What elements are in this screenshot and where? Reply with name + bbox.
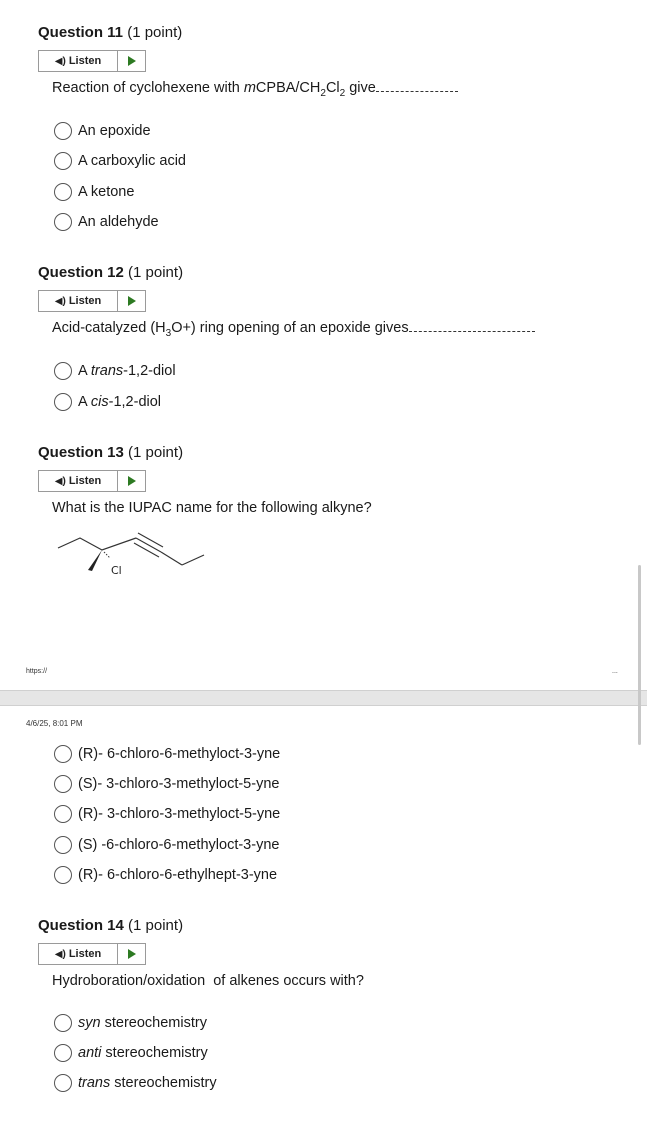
speaker-icon: ◀) [54, 475, 66, 487]
scrollbar[interactable] [638, 565, 641, 745]
option-row[interactable] [54, 1014, 207, 1032]
question-11-title [38, 24, 182, 41]
option-row[interactable] [54, 866, 277, 884]
question-number: Question 11 [38, 24, 124, 41]
option-row[interactable] [54, 393, 161, 411]
option-row[interactable] [54, 213, 159, 231]
option-label: A trans-1,2-diol [78, 363, 176, 379]
question-14-title [38, 917, 183, 934]
option-row[interactable] [54, 745, 280, 763]
prompt-text: give [345, 80, 376, 96]
listen-label: Listen [68, 948, 102, 960]
listen-label-area[interactable] [39, 944, 118, 964]
listen-label: Listen [68, 55, 102, 67]
radio-button[interactable] [54, 836, 72, 854]
prompt-subscript: 3 [165, 327, 172, 339]
option-row[interactable] [54, 805, 280, 823]
print-timestamp: 4/6/25, 8:01 PM [26, 719, 83, 728]
radio-button[interactable] [54, 775, 72, 793]
option-label: (S)- 3-chloro-3-methyloct-5-yne [78, 776, 280, 792]
radio-button[interactable] [54, 1014, 72, 1032]
question-number: Question 14 [38, 917, 124, 934]
play-icon [128, 476, 136, 486]
chlorine-label: Cl [111, 564, 122, 577]
speaker-icon: ◀) [54, 295, 66, 307]
question-points: (1 point) [127, 24, 183, 41]
carbon-chain [58, 538, 136, 550]
listen-button[interactable] [38, 943, 146, 965]
play-icon [128, 56, 136, 66]
option-row[interactable] [54, 362, 176, 380]
option-label: An epoxide [78, 123, 151, 139]
option-label: syn stereochemistry [78, 1015, 207, 1031]
play-button[interactable] [118, 291, 145, 311]
play-icon [128, 296, 136, 306]
question-points: (1 point) [128, 264, 184, 281]
radio-button[interactable] [54, 122, 72, 140]
prompt-subscript: 2 [320, 87, 326, 99]
speaker-icon: ◀) [54, 948, 66, 960]
prompt-text: Reaction of cyclohexene with [52, 80, 244, 96]
question-prompt: What is the IUPAC name for the following alkyne? [52, 500, 372, 516]
option-label: A carboxylic acid [78, 153, 186, 169]
listen-label-area[interactable] [39, 51, 118, 71]
prompt-text: CPBA/CH [255, 80, 321, 96]
radio-button[interactable] [54, 393, 72, 411]
radio-button[interactable] [54, 183, 72, 201]
carbon-bond [161, 552, 182, 565]
option-row[interactable] [54, 836, 279, 854]
question-prompt [52, 80, 458, 99]
play-icon [128, 949, 136, 959]
wedge-bond [88, 550, 102, 571]
triple-bond-line [136, 538, 161, 552]
option-row[interactable] [54, 152, 186, 170]
question-points: (1 point) [128, 444, 184, 461]
option-row[interactable] [54, 1044, 208, 1062]
option-label: A ketone [78, 184, 135, 200]
prompt-italic: m [243, 80, 256, 96]
prompt-text: Cl [325, 80, 340, 96]
play-button[interactable] [118, 471, 145, 491]
listen-label: Listen [68, 475, 102, 487]
listen-button[interactable] [38, 470, 146, 492]
alkyne-structure [52, 530, 212, 582]
carbon-bond [182, 555, 204, 565]
listen-label-area[interactable] [39, 471, 118, 491]
page-break [0, 690, 647, 706]
listen-label-area[interactable] [39, 291, 118, 311]
radio-button[interactable] [54, 213, 72, 231]
option-row[interactable] [54, 1074, 217, 1092]
radio-button[interactable] [54, 1044, 72, 1062]
radio-button[interactable] [54, 866, 72, 884]
question-number: Question 13 [38, 444, 124, 461]
question-13-title [38, 444, 183, 461]
answer-blank [376, 91, 458, 92]
option-label: An aldehyde [78, 214, 159, 230]
option-label: trans stereochemistry [78, 1075, 217, 1091]
question-12-title [38, 264, 183, 281]
question-points: (1 point) [128, 917, 184, 934]
footer-url: https:// [26, 668, 48, 675]
radio-button[interactable] [54, 152, 72, 170]
option-row[interactable] [54, 775, 279, 793]
radio-button[interactable] [54, 805, 72, 823]
prompt-subscript: 2 [339, 87, 346, 99]
prompt-text: Acid-catalyzed (H [52, 320, 166, 336]
option-label: anti stereochemistry [78, 1045, 208, 1061]
question-prompt: Hydroboration/oxidation of alkenes occurs with? [52, 973, 364, 989]
footer-page: ... [612, 668, 618, 675]
radio-button[interactable] [54, 745, 72, 763]
listen-label: Listen [68, 295, 102, 307]
prompt-text: O+) ring opening of an epoxide gives [171, 320, 409, 336]
option-row[interactable] [54, 122, 151, 140]
play-button[interactable] [118, 944, 145, 964]
option-label: (R)- 6-chloro-6-methyloct-3-yne [78, 746, 281, 762]
option-label: A cis-1,2-diol [78, 394, 162, 410]
play-button[interactable] [118, 51, 145, 71]
listen-button[interactable] [38, 50, 146, 72]
speaker-icon: ◀) [54, 55, 66, 67]
triple-bond-line [138, 533, 163, 547]
radio-button[interactable] [54, 1074, 72, 1092]
hash-bond [104, 552, 110, 558]
option-label: (R)- 6-chloro-6-ethylhept-3-yne [78, 867, 278, 883]
option-label: (S) -6-chloro-6-methyloct-3-yne [78, 837, 280, 853]
listen-button[interactable] [38, 290, 146, 312]
option-label: (R)- 3-chloro-3-methyloct-5-yne [78, 806, 281, 822]
question-prompt [52, 320, 535, 339]
option-row[interactable] [54, 183, 134, 201]
question-number: Question 12 [38, 264, 124, 281]
triple-bond-line [134, 543, 159, 557]
radio-button[interactable] [54, 362, 72, 380]
answer-blank [409, 331, 535, 332]
